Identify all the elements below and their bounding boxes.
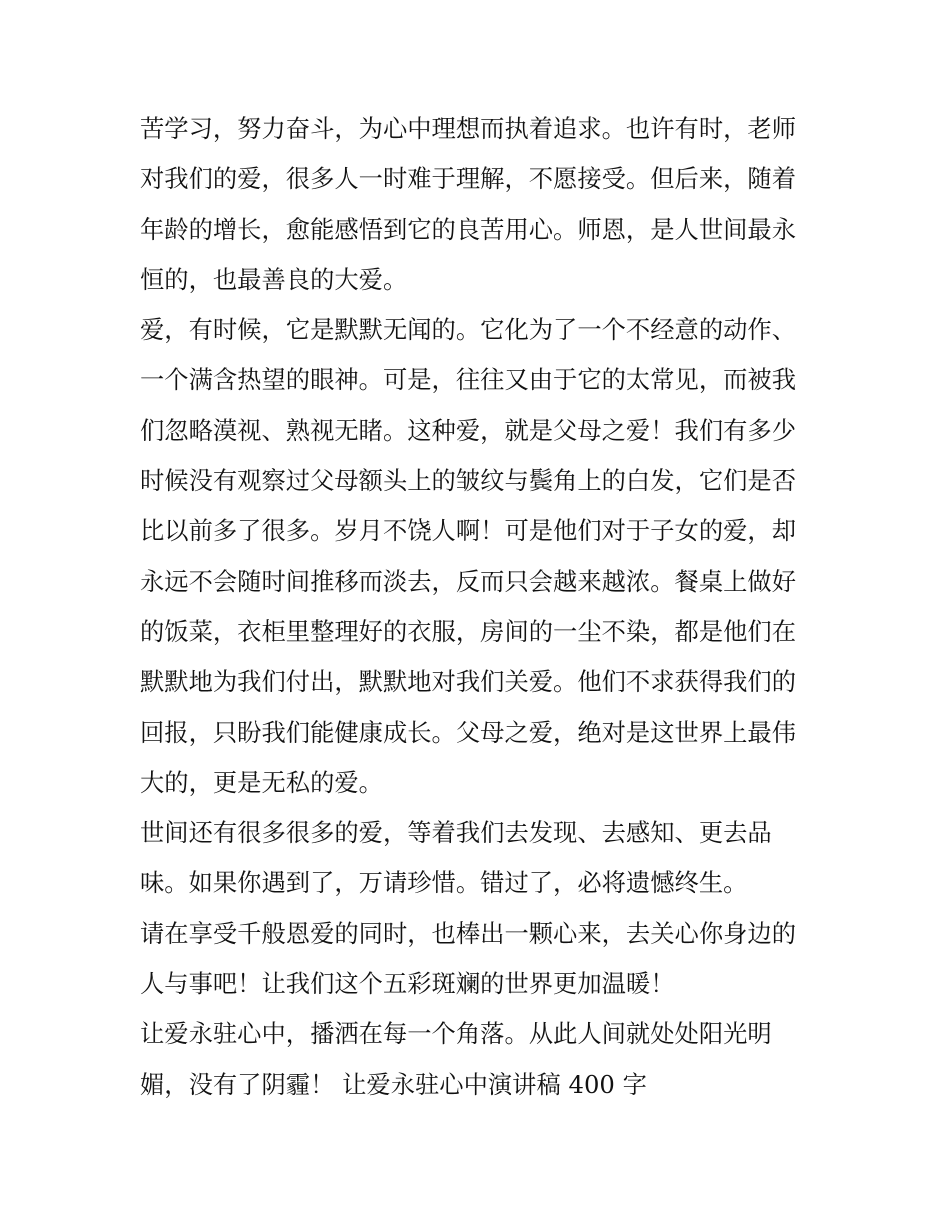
document-body	[140, 104, 820, 1110]
text-line: 世间还有很多很多的爱，等着我们去发现、去感知、更去品	[140, 818, 772, 848]
text-line: 时候没有观察过父母额头上的皱纹与鬓角上的白发，它们是否	[140, 466, 797, 496]
text-line: 人与事吧！让我们这个五彩斑斓的世界更加温暖！	[140, 969, 675, 999]
text-line: 回报，只盼我们能健康成长。父母之爱，绝对是这世界上最伟	[140, 717, 797, 747]
text-line: 比以前多了很多。岁月不饶人啊！可是他们对于子女的爱，却	[140, 516, 797, 546]
text-line: 恒的，也最善良的大爱。	[140, 264, 408, 294]
text-line: 让爱永驻心中，播洒在每一个角落。从此人间就处处阳光明	[140, 1019, 772, 1049]
text-line: 爱，有时候，它是默默无闻的。它化为了一个不经意的动作、	[140, 315, 797, 345]
text-line: 请在享受千般恩爱的同时，也棒出一颗心来，去关心你身边的	[140, 918, 797, 948]
text-line: 们忽略漠视、熟视无睹。这种爱，就是父母之爱！我们有多少	[140, 415, 797, 445]
text-line: 味。如果你遇到了，万请珍惜。错过了，必将遗憾终生。	[140, 868, 748, 898]
text-line: 媚，没有了阴霾！ 让爱永驻心中演讲稿 400 字	[140, 1069, 647, 1099]
text-line: 一个满含热望的眼神。可是，往往又由于它的太常见，而被我	[140, 365, 797, 395]
text-line: 苦学习，努力奋斗，为心中理想而执着追求。也许有时，老师	[140, 114, 797, 143]
text-line: 对我们的爱，很多人一时难于理解，不愿接受。但后来，随着	[140, 164, 797, 194]
text-line: 默默地为我们付出，默默地对我们关爱。他们不求获得我们的	[140, 667, 797, 697]
text-line: 的饭菜，衣柜里整理好的衣服，房间的一尘不染，都是他们在	[140, 616, 797, 646]
text-line: 大的，更是无私的爱。	[140, 767, 383, 797]
text-line: 永远不会随时间推移而淡去，反而只会越来越浓。餐桌上做好	[140, 566, 797, 596]
text-line: 年龄的增长，愈能感悟到它的良苦用心。师恩，是人世间最永	[140, 214, 797, 244]
